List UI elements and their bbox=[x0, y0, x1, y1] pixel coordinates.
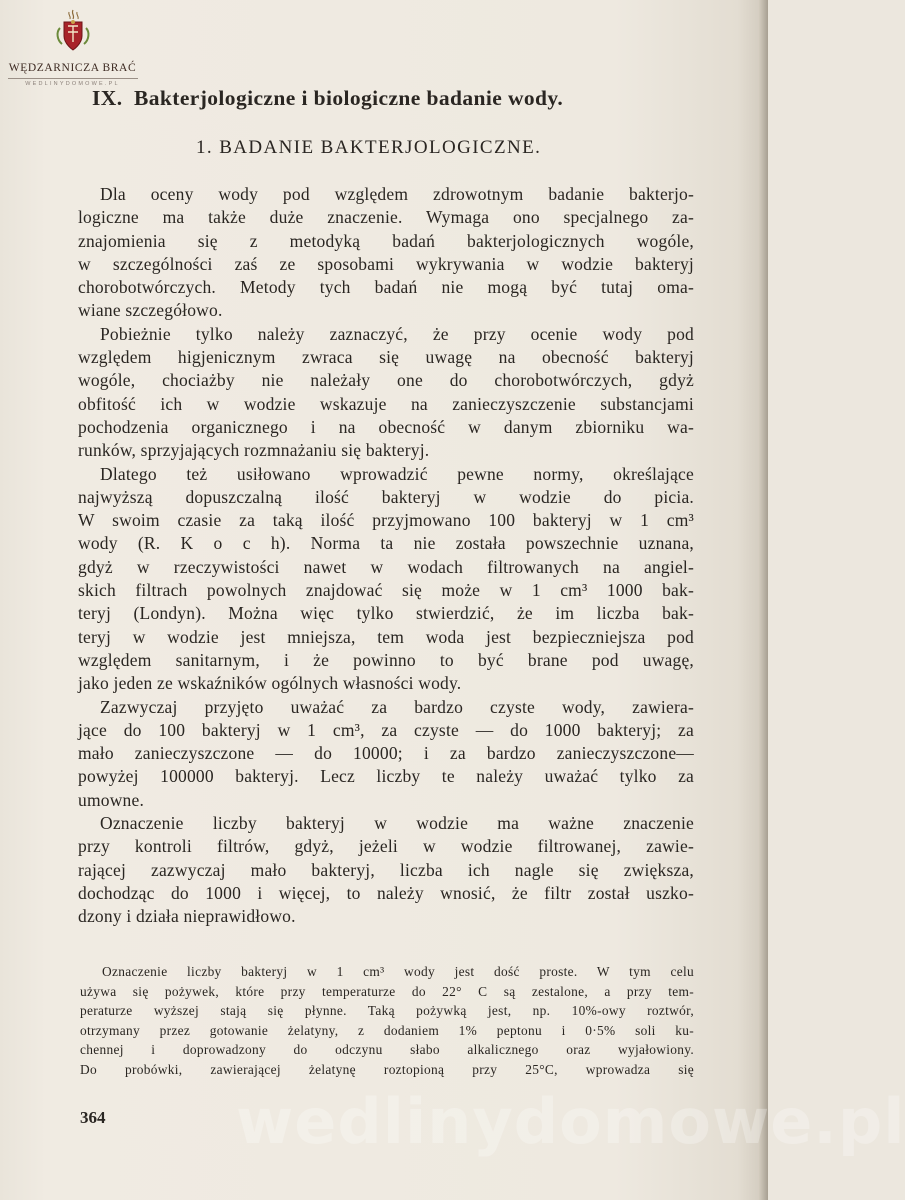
text-line: Zazwyczaj przyjęto uważać za bardzo czyste wody, zawiera- bbox=[100, 696, 694, 717]
text-line: Dlatego też usiłowano wprowadzić pewne normy, określające bbox=[100, 463, 694, 484]
text-line: umowne. bbox=[78, 789, 145, 810]
chapter-number: IX. bbox=[92, 86, 123, 110]
text-line: skich filtrach powolnych znajdować się może w 1 cm³ 1000 bak- bbox=[78, 580, 694, 601]
text-line: jako jeden ze wskaźników ogólnych własności wody. bbox=[78, 673, 462, 694]
chapter-heading bbox=[92, 86, 732, 111]
text-line: znajomienia się z metodyką badań bakterjologicznych wogóle, bbox=[78, 230, 694, 251]
text-line: rającej zazwyczaj mało bakteryj, liczba ich nagle się zwiększa, bbox=[78, 859, 694, 880]
text-line: względem sanitarnym, i że powinno to być brane pod uwagę, bbox=[78, 649, 694, 670]
text-line: teryj (Londyn). Można więc tylko stwierdzić, że im liczba bak- bbox=[78, 603, 694, 624]
crest-icon bbox=[54, 8, 92, 56]
logo-name: WĘDZARNICZA BRAĆ bbox=[8, 62, 137, 74]
paragraph bbox=[78, 812, 694, 928]
text-line: Dla oceny wody pod względem zdrowotnym badanie bakterjo- bbox=[100, 184, 694, 204]
footnote-line: Oznaczenie liczby bakteryj w 1 cm³ wody jest dość proste. W tym celu bbox=[102, 964, 694, 979]
text-line: wogóle, chociażby nie należały one do chorobotwórczych, gdyż bbox=[78, 370, 694, 391]
logo-divider bbox=[8, 78, 138, 79]
text-line: logiczne ma także duże znaczenie. Wymaga ono specjalnego za- bbox=[78, 207, 694, 228]
paragraph bbox=[78, 183, 694, 323]
text-line: przy kontroli filtrów, gdyż, jeżeli w wodzie filtrowanej, zawie- bbox=[78, 836, 694, 857]
text-line: powyżej 100000 bakteryj. Lecz liczby te należy uważać tylko za bbox=[78, 766, 694, 787]
page-number: 364 bbox=[80, 1108, 106, 1127]
text-line: mało zanieczyszczone — do 10000; i za bardzo zanieczyszczone— bbox=[78, 743, 694, 764]
text-line: gdyż w rzeczywistości nawet w wodach filtrowanych na angiel- bbox=[78, 556, 694, 577]
text-line: runków, sprzyjających rozmnażaniu się bakteryj. bbox=[78, 440, 430, 461]
site-logo[interactable] bbox=[0, 8, 145, 87]
footnote-line: peraturze wyższej stają się płynne. Taką pożywką jest, np. 10%-owy roztwór, bbox=[80, 1003, 694, 1019]
chapter-title: Bakterjologiczne i biologiczne badanie wody. bbox=[134, 86, 564, 110]
text-line: Oznaczenie liczby bakteryj w wodzie ma ważne znaczenie bbox=[100, 813, 694, 834]
watermark: wedlinydomowe.pl bbox=[236, 1085, 905, 1158]
text-line: Pobieżnie tylko należy zaznaczyć, że przy ocenie wody pod bbox=[100, 323, 694, 344]
text-line: jące do 100 bakteryj w 1 cm³, za czyste — do 1000 bakteryj; za bbox=[78, 719, 694, 740]
footnote bbox=[80, 962, 694, 1080]
paragraph bbox=[78, 463, 694, 696]
footnote-line: Do probówki, zawierającej żelatynę roztopioną przy 25°C, wprowadza się bbox=[80, 1061, 694, 1077]
text-line: W swoim czasie za taką ilość przyjmowano 100 bakteryj w 1 cm³ bbox=[78, 510, 694, 531]
page-edge-shadow bbox=[758, 0, 768, 1200]
text-line: w szczególności zaś ze sposobami wykrywania w wodzie bakteryj bbox=[78, 253, 694, 274]
text-line: dochodząc do 1000 i więcej, to należy wnosić, że filtr został uszko- bbox=[78, 882, 694, 903]
paragraph bbox=[78, 696, 694, 812]
logo-url: WEDLINYDOMOWE.PL bbox=[25, 81, 120, 87]
section-heading: 1. BADANIE BAKTERJOLOGICZNE. bbox=[196, 137, 542, 158]
footnote-line: chennej i doprowadzony do odczynu słabo alkalicznego oraz wyjałowiony. bbox=[80, 1042, 694, 1058]
text-line: obfitość ich w wodzie wskazuje na zanieczyszczenie substancjami bbox=[78, 393, 694, 414]
body-text bbox=[78, 183, 694, 929]
text-line: dzony i działa nieprawidłowo. bbox=[78, 906, 296, 927]
footnote-line: otrzymany przez gotowanie żelatyny, z dodaniem 1% peptonu i 0·5% soli ku- bbox=[80, 1022, 694, 1038]
text-line: chorobotwórczych. Metody tych badań nie mogą być tutaj oma- bbox=[78, 277, 694, 298]
text-line: wody (R. K o c h). Norma ta nie została powszechnie uznana, bbox=[78, 533, 694, 554]
footnote-line: używa się pożywek, które przy temperaturze do 22° C są zestalone, a przy tem- bbox=[80, 983, 694, 999]
text-line: wiane szczegółowo. bbox=[78, 300, 223, 321]
text-line: pochodzenia organicznego i na obecność w danym zbiorniku wa- bbox=[78, 416, 694, 437]
text-line: najwyższą dopuszczalną ilość bakteryj w wodzie do picia. bbox=[78, 486, 694, 507]
text-line: względem higjenicznym zwraca się uwagę na obecność bakteryj bbox=[78, 347, 694, 368]
text-line: teryj w wodzie jest mniejsza, tem woda jest bezpieczniejsza pod bbox=[78, 626, 694, 647]
paragraph bbox=[78, 323, 694, 463]
